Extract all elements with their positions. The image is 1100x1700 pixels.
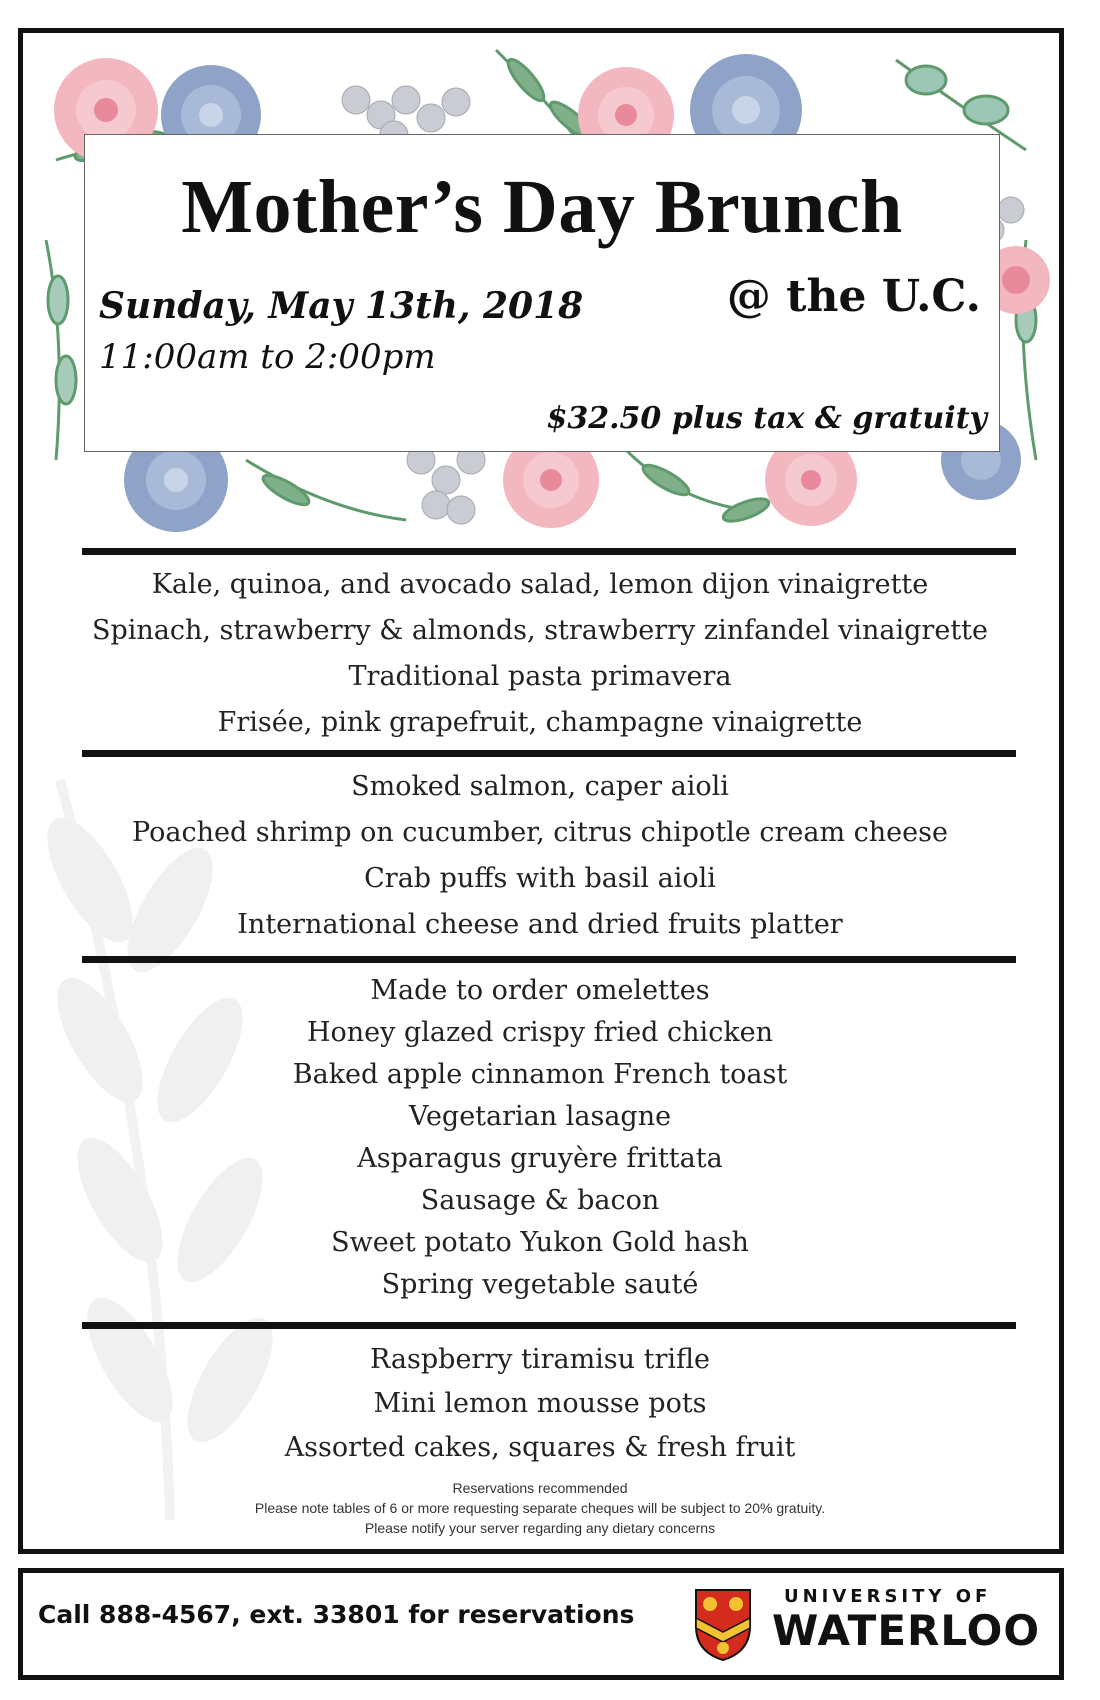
menu-item: Honey glazed crispy fried chicken [306,1017,774,1048]
note-line: Reservations recommended [452,1480,628,1496]
menu-item: Made to order omelettes [370,975,710,1006]
university-crest-icon [694,1588,752,1662]
menu-section-hot-entrees [40,970,1040,1306]
menu-item: Sweet potato Yukon Gold hash [331,1227,749,1258]
note-line: Please notify your server regarding any dietary concerns [364,1520,716,1536]
menu-item: Frisée, pink grapefruit, champagne vinaigrette [217,707,863,738]
menu-item: Vegetarian lasagne [408,1101,672,1132]
menu-item: Traditional pasta primavera [348,661,732,692]
reservation-call-text: Call 888-4567, ext. 33801 for reservations [38,1600,635,1629]
fine-print-notes [40,1478,1040,1538]
menu-item: Assorted cakes, squares & fresh fruit [284,1432,796,1463]
note-line: Please note tables of 6 or more requesting separate cheques will be subject to 20% gratuity. [254,1500,826,1516]
menu-item: Mini lemon mousse pots [373,1388,707,1419]
event-hours: 11:00am to 2:00pm [99,337,436,377]
event-venue: @ the U.C. [726,271,981,322]
section-divider [82,750,1016,757]
menu-item: Raspberry tiramisu trifle [369,1344,711,1375]
menu-item: International cheese and dried fruits platter [237,909,843,940]
menu-section-desserts [40,1338,1040,1470]
section-divider [82,1322,1016,1329]
menu-item: Asparagus gruyère frittata [357,1143,723,1174]
logo-waterloo: WATERLOO [772,1606,1041,1655]
menu-item: Crab puffs with basil aioli [364,863,716,894]
menu-item: Spinach, strawberry & almonds, strawberry zinfandel vinaigrette [91,615,988,646]
event-price: $32.50 plus tax & gratuity [546,401,987,436]
logo-university-of: UNIVERSITY OF [784,1586,992,1607]
section-divider [82,548,1016,555]
menu-section-salads [40,562,1040,746]
title-card [84,134,1000,452]
event-title: Mother’s Day Brunch [181,165,903,249]
menu-item: Kale, quinoa, and avocado salad, lemon dijon vinaigrette [151,569,929,600]
menu-item: Smoked salmon, caper aioli [351,771,729,802]
event-date: Sunday, May 13th, 2018 [99,285,584,327]
menu-item: Sausage & bacon [420,1185,660,1216]
menu-section-cold-platters [40,764,1040,948]
section-divider [82,956,1016,963]
menu-item: Spring vegetable sauté [381,1269,699,1300]
menu-item: Poached shrimp on cucumber, citrus chipotle cream cheese [132,817,948,848]
menu-item: Baked apple cinnamon French toast [292,1059,788,1090]
